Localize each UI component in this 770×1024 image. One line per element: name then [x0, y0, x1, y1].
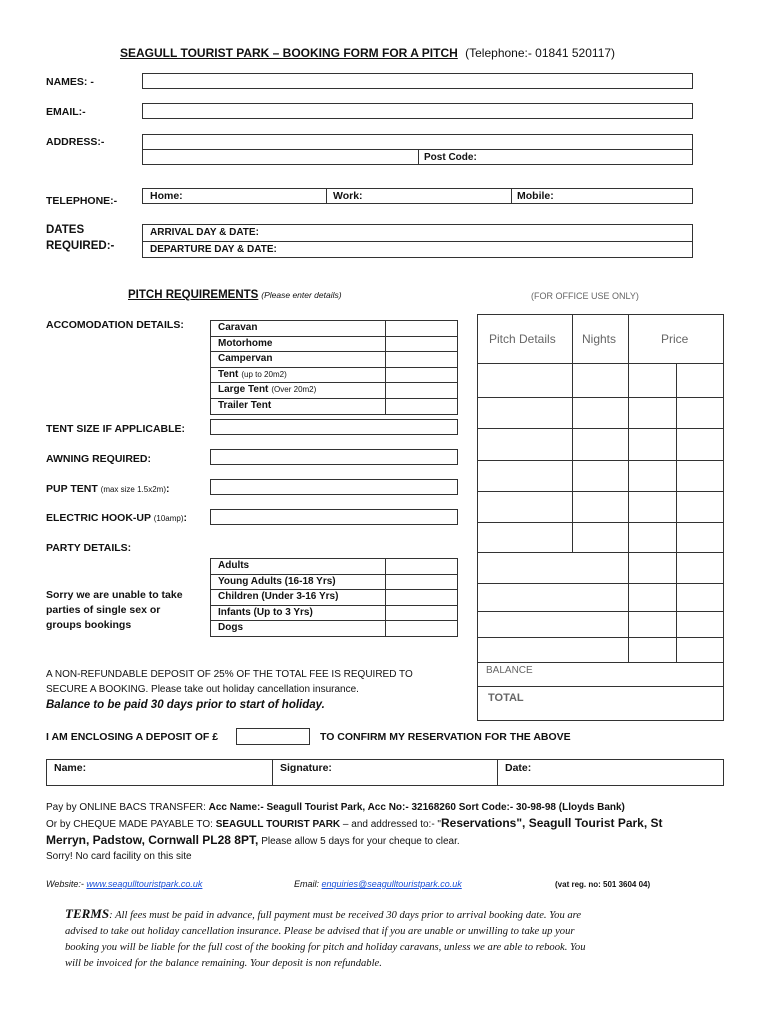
party-qty-input[interactable]	[385, 620, 458, 637]
accommodation-qty-input[interactable]	[385, 367, 458, 384]
accommodation-row	[210, 320, 386, 337]
accommodation-row	[210, 367, 386, 384]
accommodation-name: Campervan	[218, 353, 273, 365]
accommodation-row	[210, 336, 386, 353]
office-row-line	[477, 552, 724, 553]
party-row-label: Dogs	[218, 622, 243, 634]
electric-text: ELECTRIC HOOK-UP	[46, 512, 151, 524]
terms-line-4: will be invoiced for the balance remaining. Your deposit is non refundable.	[65, 958, 382, 969]
accommodation-qty-input[interactable]	[385, 398, 458, 415]
party-row	[210, 620, 386, 637]
office-total-label: TOTAL	[488, 692, 524, 704]
awning-label: AWNING REQUIRED:	[46, 453, 151, 465]
website-line	[46, 879, 202, 889]
email-contact-label: Email:	[294, 879, 320, 889]
terms-line-1	[65, 906, 586, 924]
office-row-line	[477, 491, 724, 492]
party-qty-input[interactable]	[385, 605, 458, 622]
signature-field[interactable]: Signature:	[280, 762, 332, 774]
address-label: ADDRESS:-	[46, 136, 105, 148]
party-qty-input[interactable]	[385, 558, 458, 575]
signature-divider-1	[272, 759, 273, 786]
cheque-address-2: Merryn, Padstow, Cornwall PL28 8PT,	[46, 833, 259, 847]
accommodation-qty-input[interactable]	[385, 336, 458, 353]
accommodation-name: Large Tent	[218, 384, 269, 396]
names-input[interactable]	[142, 73, 693, 89]
pitch-heading-note: (Please enter details)	[261, 290, 342, 300]
party-row	[210, 558, 386, 575]
party-row-label: Adults	[218, 560, 250, 571]
party-row-label: Young Adults (16-18 Yrs)	[218, 575, 336, 587]
terms-line-2: advised to take out holiday cancellation insurance. Please be advised that if you are unable or unwilling to take up your	[65, 926, 575, 937]
office-price-header: Price	[661, 332, 689, 346]
cheque-days: Please allow 5 days for your cheque to clear.	[261, 836, 460, 847]
electric-colon: :	[183, 512, 188, 524]
accommodation-note: (up to 20m2)	[241, 369, 287, 379]
bacs-details: Acc Name:- Seagull Tourist Park, Acc No:- 32168260 Sort Code:- 30-98-98 (Lloyds Bank)	[208, 802, 625, 813]
email-line	[294, 879, 462, 889]
office-col-divider-1	[572, 314, 573, 552]
date-field[interactable]: Date:	[505, 762, 532, 774]
party-note-2: parties of single sex or	[46, 604, 161, 616]
cheque-mid: – and addressed to:- "	[342, 819, 441, 830]
office-balance-label: BALANCE	[486, 665, 533, 676]
electric-input[interactable]	[210, 509, 458, 525]
address-input[interactable]	[142, 134, 693, 150]
office-row-line	[477, 611, 724, 612]
party-label: PARTY DETAILS:	[46, 542, 132, 554]
office-row-line	[477, 637, 724, 638]
electric-label	[46, 512, 187, 524]
terms-line-3: booking you will be liable for the full cost of the booking for pitch and holiday caravans, unless we are able to rebook. You	[65, 942, 586, 953]
party-note-3: groups bookings	[46, 619, 132, 631]
post-code-label: Post Code:	[424, 152, 477, 163]
cheque-line-1	[46, 816, 663, 830]
office-table	[477, 314, 724, 721]
arrival-label: ARRIVAL DAY & DATE:	[150, 227, 259, 238]
work-phone-label[interactable]: Work:	[333, 190, 363, 202]
accommodation-qty-input[interactable]	[385, 351, 458, 368]
accommodation-qty-input[interactable]	[385, 320, 458, 337]
office-row-line	[477, 363, 724, 364]
accommodation-label: ACCOMODATION DETAILS:	[46, 319, 184, 331]
website-label: Website:-	[46, 879, 84, 889]
bacs-prefix: Pay by ONLINE BACS TRANSFER:	[46, 802, 206, 813]
name-field[interactable]: Name:	[54, 762, 87, 774]
pup-tent-input[interactable]	[210, 479, 458, 495]
party-note-1: Sorry we are unable to take	[46, 589, 183, 601]
pup-tent-text: PUP TENT	[46, 483, 98, 495]
work-divider	[326, 188, 327, 204]
accommodation-note: (Over 20m2)	[271, 385, 317, 395]
office-row-line	[477, 460, 724, 461]
office-row-line	[477, 662, 724, 663]
pitch-heading-text: PITCH REQUIREMENTS	[128, 289, 259, 301]
bacs-line	[46, 802, 625, 813]
party-row	[210, 605, 386, 622]
office-row-line	[477, 583, 724, 584]
vat-number: (vat reg. no: 501 3604 04)	[555, 880, 651, 889]
telephone-row	[142, 188, 693, 204]
party-qty-input[interactable]	[385, 574, 458, 591]
deposit-line-2: SECURE A BOOKING. Please take out holiday cancellation insurance.	[46, 684, 359, 695]
office-row-line	[477, 522, 724, 523]
accommodation-name: Caravan	[218, 322, 258, 333]
office-use-label: (FOR OFFICE USE ONLY)	[531, 291, 639, 301]
accommodation-name: Motorhome	[218, 337, 273, 349]
tent-size-label: TENT SIZE IF APPLICABLE:	[46, 423, 186, 435]
deposit-line-1: A NON-REFUNDABLE DEPOSIT OF 25% OF THE TOTAL FEE IS REQUIRED TO	[46, 669, 413, 680]
accommodation-row	[210, 398, 386, 415]
signature-row	[46, 759, 724, 786]
cheque-line-2	[46, 833, 460, 847]
awning-input[interactable]	[210, 449, 458, 465]
terms-line-1-text: : All fees must be paid in advance, full payment must be received 30 days prior to arrival booking date. You are	[109, 910, 582, 921]
enclosing-label: I AM ENCLOSING A DEPOSIT OF £	[46, 731, 219, 743]
departure-label: DEPARTURE DAY & DATE:	[150, 244, 277, 255]
website-link[interactable]: www.seagulltouristpark.co.uk	[86, 879, 203, 889]
accommodation-qty-input[interactable]	[385, 382, 458, 399]
post-code-divider	[418, 149, 419, 165]
tent-size-input[interactable]	[210, 419, 458, 435]
office-row-line	[477, 686, 724, 687]
office-row-line	[477, 428, 724, 429]
accommodation-row	[210, 351, 386, 368]
deposit-amount-input[interactable]	[236, 728, 310, 745]
names-label: NAMES: -	[46, 76, 94, 88]
electric-note: (10amp)	[153, 514, 184, 523]
party-row-label: Infants (Up to 3 Yrs)	[218, 606, 313, 618]
home-phone-label[interactable]: Home:	[150, 190, 183, 202]
no-card-note: Sorry! No card facility on this site	[46, 851, 192, 862]
email-label: EMAIL:-	[46, 106, 86, 118]
cheque-payee: SEAGULL TOURIST PARK	[215, 819, 341, 830]
cheque-prefix: Or by CHEQUE MADE PAYABLE TO:	[46, 819, 213, 830]
confirm-label: TO CONFIRM MY RESERVATION FOR THE ABOVE	[320, 731, 571, 743]
pup-tent-label	[46, 483, 170, 495]
pup-tent-note: (max size 1.5x2m)	[100, 485, 167, 494]
office-nights-header: Nights	[582, 332, 617, 346]
office-col-divider-3	[676, 363, 677, 663]
cheque-address-1: Reservations", Seagull Tourist Park, St	[440, 816, 663, 830]
party-row	[210, 589, 386, 606]
party-row-label: Children (Under 3-16 Yrs)	[218, 591, 339, 603]
mobile-divider	[511, 188, 512, 204]
mobile-phone-label[interactable]: Mobile:	[517, 190, 554, 202]
balance-note: Balance to be paid 30 days prior to start of holiday.	[46, 699, 325, 711]
dates-label-line1: DATES	[46, 224, 85, 236]
email-link[interactable]: enquiries@seagulltouristpark.co.uk	[321, 879, 462, 889]
accommodation-name: Trailer Tent	[218, 400, 272, 411]
office-pitch-details-header: Pitch Details	[489, 332, 556, 346]
header-telephone: (Telephone:- 01841 520117)	[465, 46, 616, 60]
dates-label-line2: REQUIRED:-	[46, 240, 115, 252]
telephone-label: TELEPHONE:-	[46, 195, 118, 207]
page-title	[120, 46, 615, 60]
terms-label: TERMS	[65, 906, 110, 921]
accommodation-name: Tent	[218, 368, 239, 380]
office-row-line	[477, 397, 724, 398]
form-title: SEAGULL TOURIST PARK – BOOKING FORM FOR A PITCH	[120, 46, 458, 60]
party-qty-input[interactable]	[385, 589, 458, 606]
signature-divider-2	[497, 759, 498, 786]
pup-tent-colon: :	[166, 483, 170, 495]
party-row	[210, 574, 386, 591]
terms-block	[65, 906, 586, 972]
pitch-heading	[128, 289, 342, 301]
email-input[interactable]	[142, 103, 693, 119]
accommodation-row	[210, 382, 386, 399]
